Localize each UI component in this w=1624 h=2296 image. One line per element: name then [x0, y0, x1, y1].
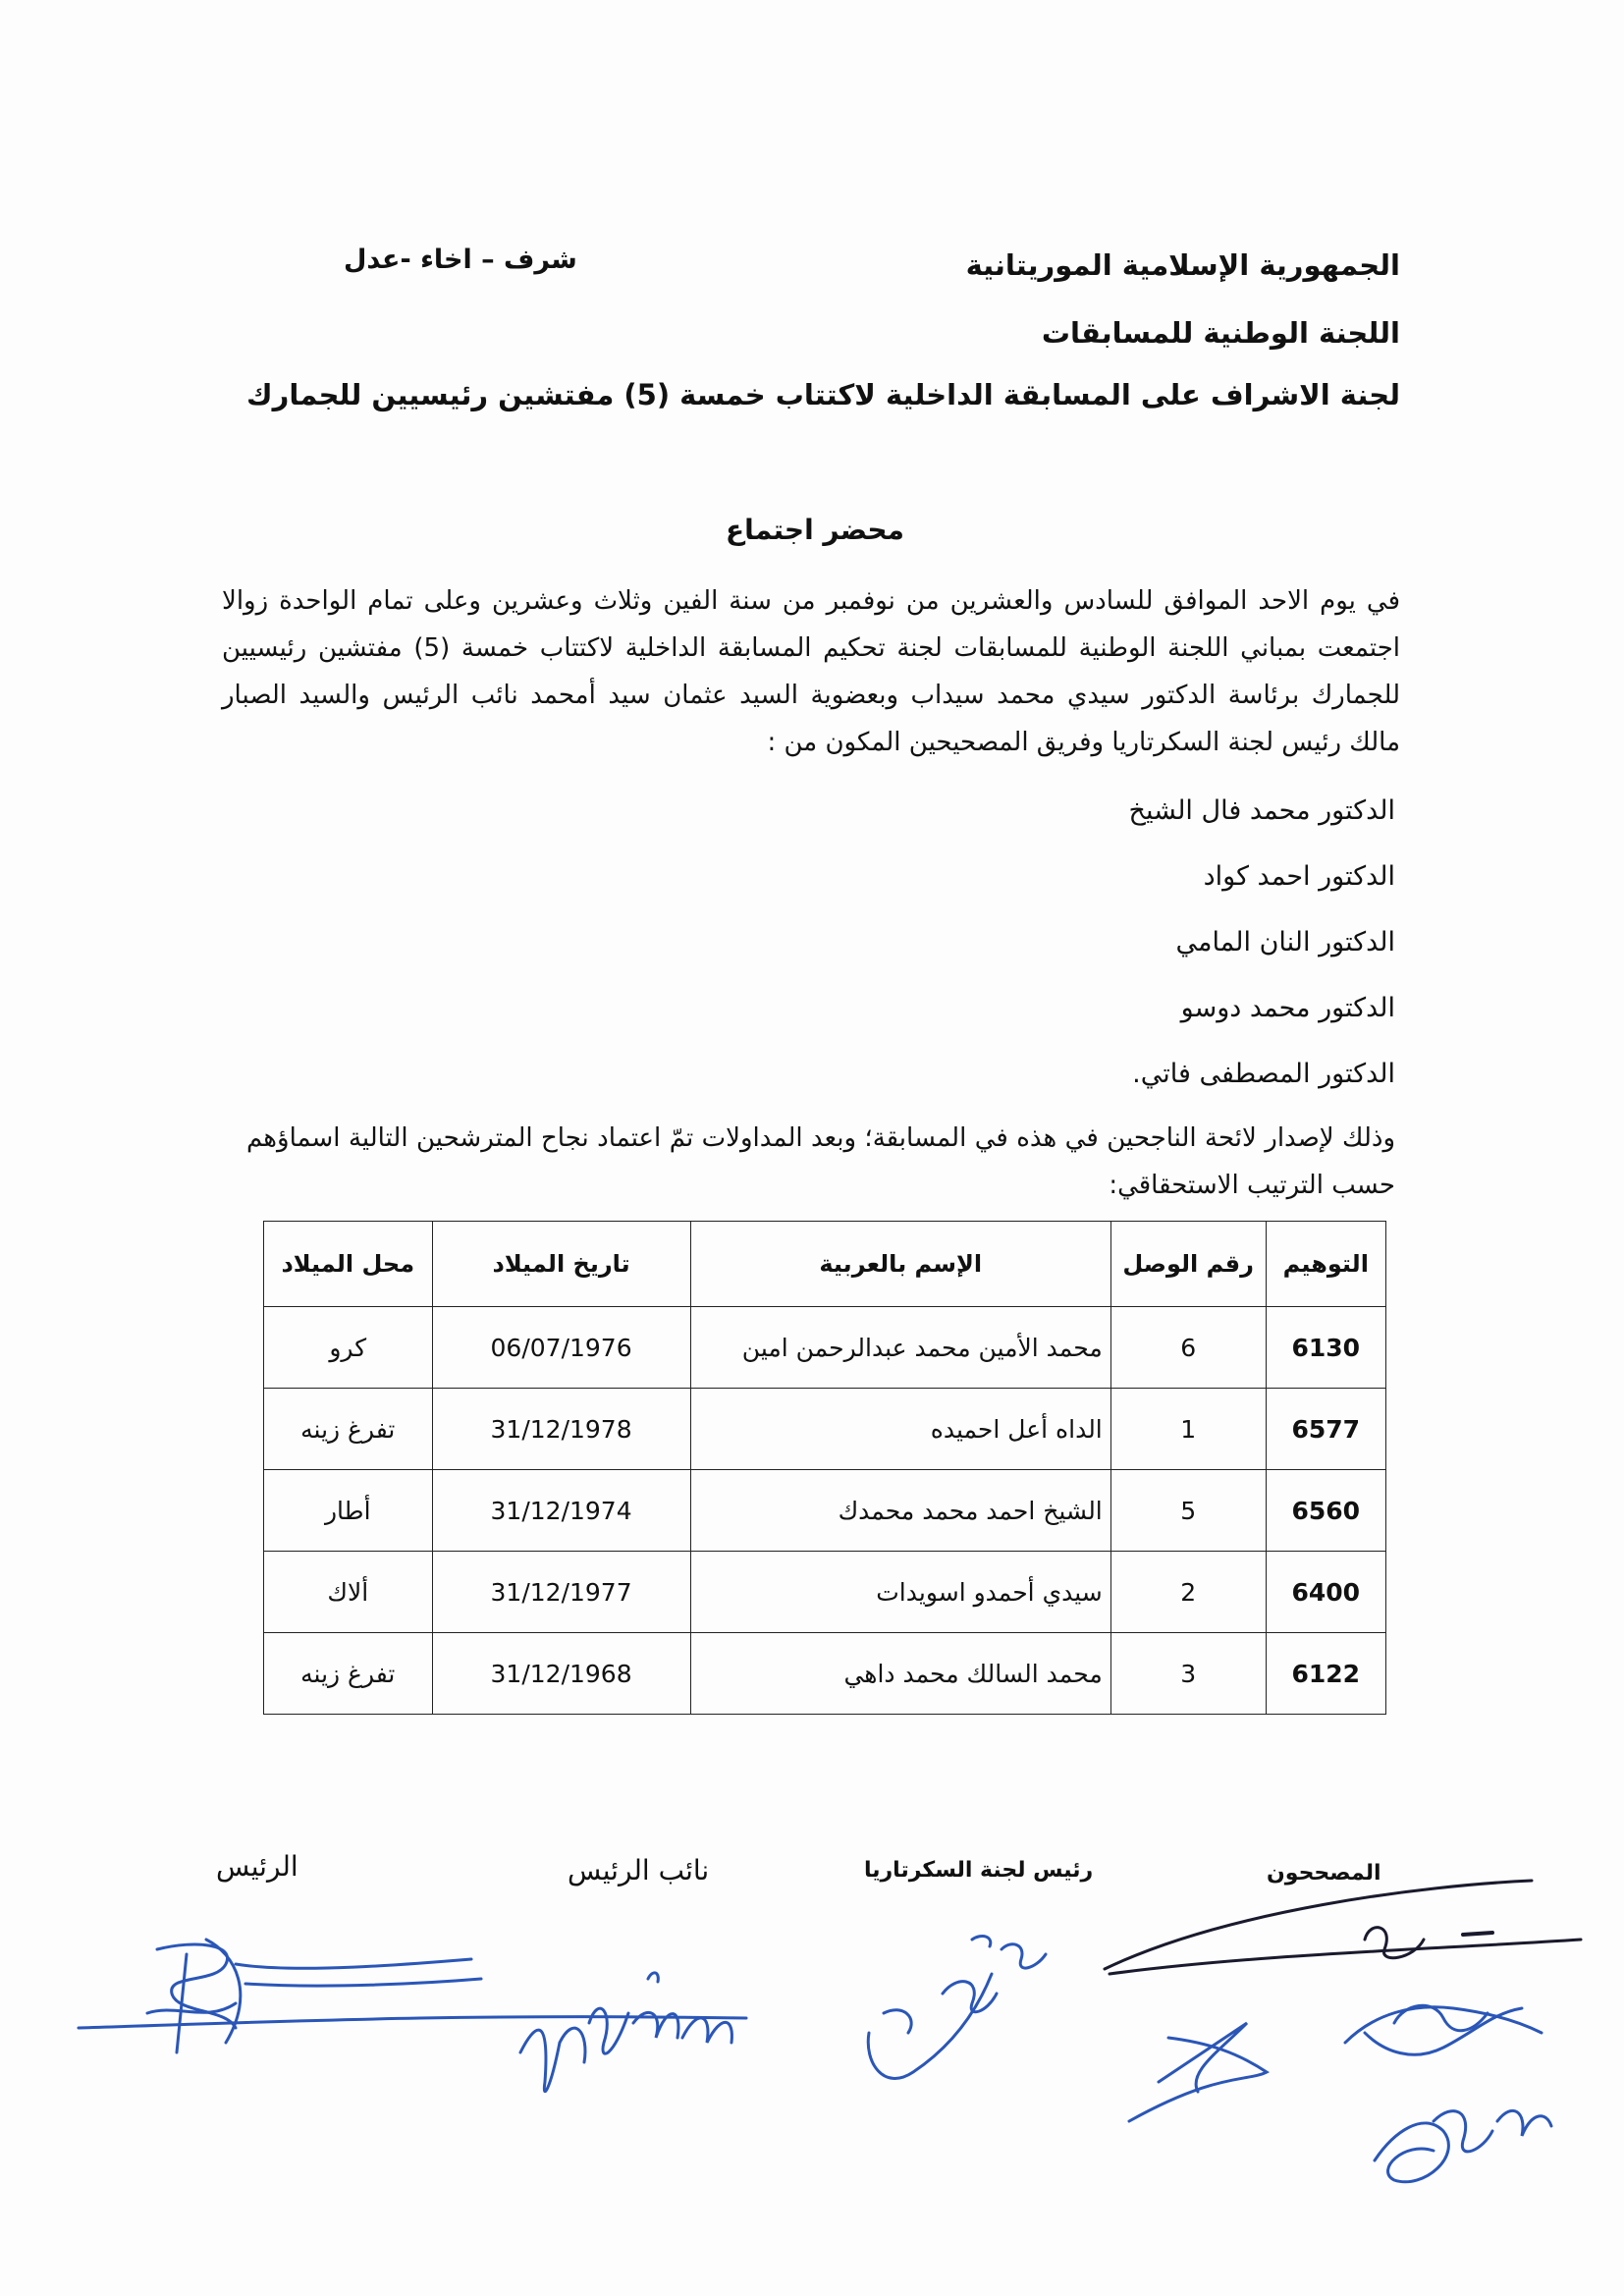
- vice-president-signature: [520, 1973, 731, 2092]
- president-signature: [79, 1940, 746, 2052]
- cell-pob: أطار: [264, 1470, 433, 1552]
- signature-label-president: الرئيس: [216, 1850, 298, 1883]
- cell-receipt: 6: [1110, 1307, 1266, 1389]
- cell-receipt: 1: [1110, 1389, 1266, 1470]
- signature-label-secretariat: رئيس لجنة السكرتاريا: [864, 1858, 1094, 1883]
- committee-name: اللجنة الوطنية للمسابقات: [1041, 316, 1400, 350]
- cell-dob: 31/12/1978: [432, 1389, 690, 1470]
- cell-code: 6400: [1266, 1552, 1385, 1633]
- cell-dob: 31/12/1974: [432, 1470, 690, 1552]
- list-item: الدكتور النان المامي: [1175, 927, 1395, 957]
- cell-name: الشيخ احمد محمد محمدك: [690, 1470, 1110, 1552]
- col-header-dob: تاريخ الميلاد: [432, 1222, 690, 1307]
- cell-code: 6560: [1266, 1470, 1385, 1552]
- list-item: الدكتور محمد دوسو: [1180, 993, 1395, 1023]
- country-name: الجمهورية الإسلامية الموريتانية: [965, 248, 1400, 282]
- list-item: الدكتور محمد فال الشيخ: [1128, 795, 1395, 826]
- list-item: الدكتور المصطفى فاتي.: [1132, 1059, 1395, 1089]
- col-header-code: التوهيم: [1266, 1222, 1385, 1307]
- col-header-name: الإسم بالعربية: [690, 1222, 1110, 1307]
- col-header-pob: محل الميلاد: [264, 1222, 433, 1307]
- col-header-receipt: رقم الوصل: [1110, 1222, 1266, 1307]
- cell-name: محمد الأمين محمد عبدالرحمن امين: [690, 1307, 1110, 1389]
- signature-label-vice-president: نائب الرئيس: [568, 1854, 710, 1886]
- cell-receipt: 3: [1110, 1633, 1266, 1715]
- intro-paragraph: في يوم الاحد الموافق للسادس والعشرين من نوفمبر من سنة الفين وثلاث وعشرين وعلى تمام الواحدة زوالا اجتمعت بمباني اللجنة الوطنية للمسابقات لجنة تحكيم المسابقة الداخلية لاكتتاب خمسة (5) مفتشين رئيسيين للجمارك برئاسة الدكتور سيدي محمد سيداب وبعضوية السيد عثمان سيد أمحمد نائب الرئيس والسيد الصبار مالك رئيس لجنة السكرتاريا وفريق المصحيحين المكون من :: [222, 586, 1400, 757]
- cell-receipt: 2: [1110, 1552, 1266, 1633]
- list-item: الدكتور احمد كواد: [1203, 861, 1395, 892]
- signature-label-correctors: المصححون: [1267, 1861, 1381, 1886]
- subcommittee-name: لجنة الاشراف على المسابقة الداخلية لاكتتاب خمسة (5) مفتشين رئيسيين للجمارك: [246, 378, 1400, 411]
- cell-dob: 31/12/1968: [432, 1633, 690, 1715]
- cell-name: محمد السالك محمد داهي: [690, 1633, 1110, 1715]
- document-title: محضر اجتماع: [726, 514, 904, 546]
- national-motto: شرف – اخاء -عدل: [344, 245, 577, 275]
- cell-pob: تفرغ زينه: [264, 1633, 433, 1715]
- cell-name: الداه أعل احميده: [690, 1389, 1110, 1470]
- correctors-signatures: [1105, 1881, 1581, 2182]
- cell-name: سيدي أحمدو اسويدات: [690, 1552, 1110, 1633]
- cell-code: 6122: [1266, 1633, 1385, 1715]
- conclusion-paragraph: وذلك لإصدار لائحة الناجحين في هذه في المسابقة؛ وبعد المداولات تمّ اعتماد نجاح المترشحين التالية اسماؤهم حسب الترتيب الاستحقاقي:: [246, 1123, 1395, 1200]
- secretariat-signature: [868, 1936, 1046, 2078]
- cell-code: 6577: [1266, 1389, 1385, 1470]
- cell-code: 6130: [1266, 1307, 1385, 1389]
- cell-pob: ألاك: [264, 1552, 433, 1633]
- cell-dob: 31/12/1977: [432, 1552, 690, 1633]
- cell-receipt: 5: [1110, 1470, 1266, 1552]
- cell-dob: 06/07/1976: [432, 1307, 690, 1389]
- cell-pob: كرو: [264, 1307, 433, 1389]
- cell-pob: تفرغ زينه: [264, 1389, 433, 1470]
